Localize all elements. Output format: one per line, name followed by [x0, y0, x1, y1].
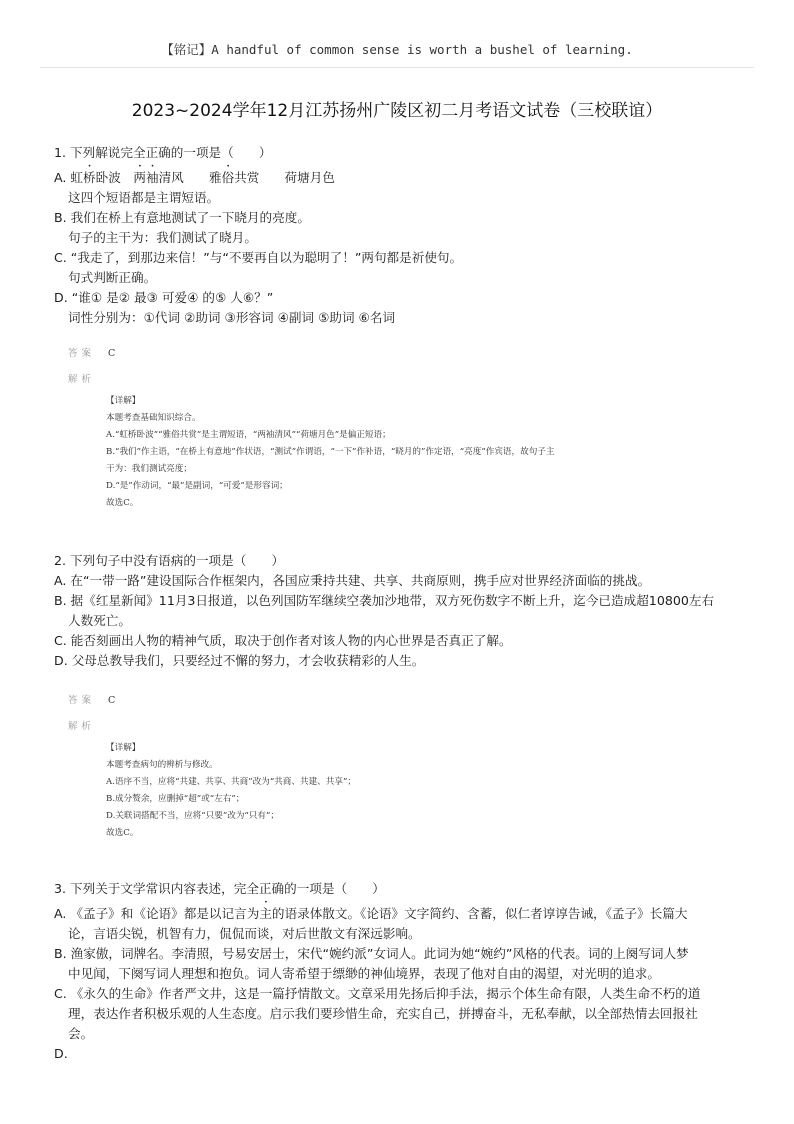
question-2 [54, 551, 744, 671]
option-a-text: 清风 雅 [158, 170, 222, 185]
question-2-option-a[interactable]: A. 在“一带一路”建设国际合作框架内，各国应秉持共建、共享、共商原则，携手应对世界经济面临的挑战。 [54, 573, 651, 588]
explanation-line: 干为：我们测试亮度； [106, 464, 192, 474]
question-2-option-b[interactable]: B. 据《红星新闻》11月3日报道，以色列国防军继续空袭加沙地带，双方死伤数字不断上升，迄今已造成超10800左右 [54, 593, 715, 608]
question-3-option-c-cont: 理，表达作者积极乐观的人生态度。启示我们要珍惜生命，充实自己，拼搏奋斗，无私奉献，以全部热情去回报社 [68, 1006, 698, 1021]
question-1-option-c[interactable]: C. “我走了，到那边来信！”与“不要再自以为聪明了！”两句都是祈使句。 [54, 250, 463, 265]
explanation-line: B.成分赘余，应删掉“超”或“左右”； [106, 794, 245, 804]
question-3-option-d[interactable]: D. [54, 1046, 68, 1061]
answer-row [68, 694, 728, 708]
question-1-answer-block [68, 347, 728, 512]
question-3-option-b[interactable]: B. 渔家傲，词牌名。李清照，号易安居士，宋代“婉约派”女词人。此词为她“婉约”风格的代表。词的上阕写词人梦 [54, 946, 689, 961]
option-c-note: 句式判断正确。 [68, 270, 157, 285]
question-2-option-b-cont: 人数死亡。 [68, 613, 131, 628]
emphasis-text: 俗 [221, 170, 235, 185]
question-1-explanation [106, 393, 728, 512]
question-1-option-a[interactable] [54, 163, 744, 188]
question-2-option-c[interactable]: C. 能否刻画出人物的精神气质，取决于创作者对该人物的内心世界是否真正了解。 [54, 633, 512, 648]
answer-label: 答案 [68, 695, 96, 706]
explanation-line: 故选C。 [106, 828, 139, 838]
explanation-line: 本题考查基础知识综合。 [106, 413, 201, 423]
question-3 [54, 879, 744, 1064]
explanation-line: 【详解】 [106, 743, 141, 753]
option-a-text: A. 《孟子》和《论语》都是以记言为 [54, 906, 260, 921]
option-d-note: 词性分别为：①代词 ②助词 ③形容词 ④副词 ⑤助词 ⑥名词 [68, 310, 396, 325]
question-3-option-b-cont: 中见闻，下阕写词人理想和抱负。词人寄希望于缥缈的神仙境界，表现了他对自由的渴望，对光明的追求。 [68, 966, 660, 981]
question-3-option-a[interactable] [54, 899, 744, 924]
explanation-line: D.关联词搭配不当，应将“只要”改为“只有”； [106, 811, 279, 821]
question-3-option-c[interactable]: C. 《永久的生命》作者严文井，这是一篇抒情散文。文章采用先扬后抑手法，揭示个体生命有限，人类生命不朽的道 [54, 986, 701, 1001]
question-1 [54, 143, 744, 328]
explanation-line: B.“我们”作主语，“在桥上有意地”作状语，“测试”作谓语，“一下”作补语，“晓月的”作定语，“亮度”作宾语，故句子主 [106, 447, 555, 457]
analysis-label: 解析 [68, 374, 96, 385]
analysis-label: 解析 [68, 721, 96, 732]
explanation-line: 【详解】 [106, 396, 141, 406]
answer-value: C [108, 348, 116, 359]
explanation-line: 本题考查病句的辨析与修改。 [106, 760, 218, 770]
header-divider [40, 67, 754, 68]
answer-value: C [108, 695, 116, 706]
question-1-option-b[interactable]: B. 我们在桥上有意地测试了一下晓月的亮度。 [54, 210, 310, 225]
page-title: 2023~2024学年12月江苏扬州广陵区初二月考语文试卷（三校联谊） [131, 101, 663, 121]
option-a-text: 的语录体散文。《论语》文字简约、含蓄，似仁者谆谆告诫，《孟子》长篇大 [271, 906, 688, 921]
analysis-row [68, 373, 728, 387]
question-2-stem: 2. 下列句子中没有语病的一项是（ ） [54, 553, 285, 568]
question-2-explanation [106, 740, 728, 842]
answer-row [68, 347, 728, 361]
option-a-note: 这四个短语都是主谓短语。 [68, 190, 220, 205]
option-b-note: 句子的主干为：我们测试了晓月。 [68, 230, 257, 245]
explanation-line: 故选C。 [106, 498, 139, 508]
analysis-row [68, 720, 728, 734]
question-1-stem: 1. 下列解说完全正确的一项是（ ） [54, 145, 272, 160]
option-a-text: 共赏 荷塘月色 [234, 170, 335, 185]
emphasis-text: 主 [259, 906, 272, 921]
answer-label: 答案 [68, 348, 96, 359]
question-3-stem: 3. 下列关于文学常识内容表述，完全正确的一项是（ ） [54, 881, 385, 896]
header-motto: 【铭记】A handful of common sense is worth a bushel of learning. [161, 42, 633, 57]
explanation-line: A.语序不当，应将“共建、共享、共商”改为“共商、共建、共享”； [106, 777, 356, 787]
option-a-text: 卧波 [95, 170, 134, 185]
emphasis-text: 桥 [83, 170, 96, 185]
question-3-option-a-cont: 论，言语尖锐，机智有力，侃侃而谈，对后世散文有深远影响。 [68, 926, 421, 941]
explanation-line: D.“是”作动词，“最”是副词，“可爱”是形容词； [106, 481, 288, 491]
emphasis-text: 两袖 [133, 170, 159, 185]
question-3-option-c-cont: 会。 [68, 1026, 94, 1041]
explanation-line: A.“虹桥卧波”“雅俗共赏”是主谓短语，“两袖清风”“荷塘月色”是偏正短语； [106, 430, 391, 440]
question-1-option-d[interactable]: D. “谁① 是② 最③ 可爱④ 的⑤ 人⑥？” [54, 290, 274, 305]
question-2-option-d[interactable]: D. 父母总教导我们，只要经过不懈的努力，才会收获精彩的人生。 [54, 653, 425, 668]
question-2-answer-block [68, 694, 728, 842]
option-a-text: A. 虹 [54, 170, 83, 185]
